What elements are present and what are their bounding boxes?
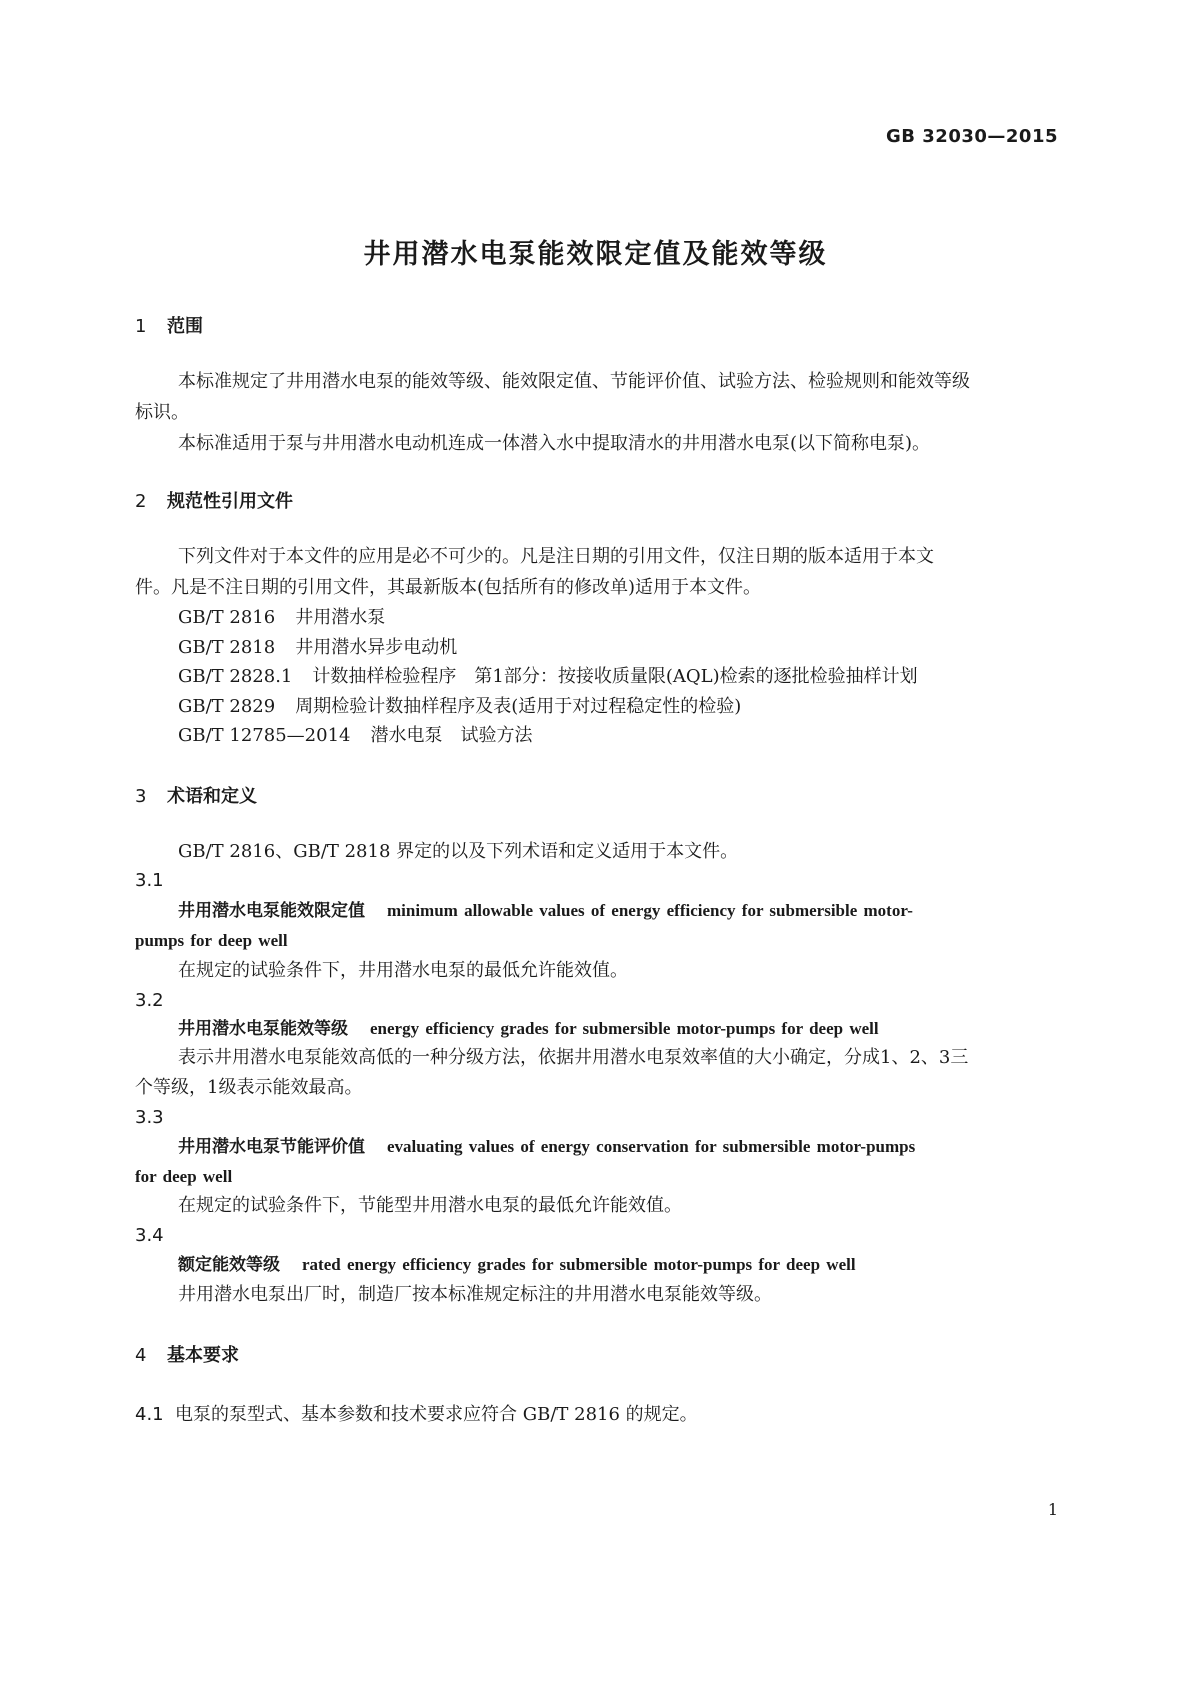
term-definition-line-2: 个等级，1级表示能效最高。 (135, 1077, 363, 1098)
section-3-heading (135, 782, 257, 808)
term-number: 3.3 (135, 1107, 164, 1128)
term-english: rated energy efficiency grades for submersible motor-pumps for deep well (302, 1255, 856, 1274)
section-1-heading (135, 312, 203, 338)
term-entry (135, 1249, 1059, 1281)
term-definition: 井用潜水电泵出厂时，制造厂按本标准规定标注的井用潜水电泵能效等级。 (178, 1284, 772, 1305)
references-intro-line-1: 下列文件对于本文件的应用是必不可少的。凡是注日期的引用文件，仅注日期的版本适用于本文 (178, 546, 934, 567)
standard-code: GB 32030—2015 (886, 126, 1058, 147)
reference-item (135, 720, 1059, 752)
term-chinese: 井用潜水电泵节能评价值 (178, 1137, 365, 1157)
page-number: 1 (1047, 1500, 1058, 1519)
term-english-line-2: for deep well (135, 1167, 233, 1186)
reference-title: 计数抽样检验程序 第1部分：按接收质量限(AQL)检索的逐批检验抽样计划 (312, 666, 918, 687)
reference-title: 井用潜水异步电动机 (295, 637, 458, 658)
reference-title: 潜水电泵 试验方法 (370, 725, 533, 746)
term-english-line-2: pumps for deep well (135, 931, 288, 950)
references-intro-line-2: 件。凡是不注日期的引用文件，其最新版本(包括所有的修改单)适用于本文件。 (135, 577, 762, 598)
section-number: 3 (135, 786, 147, 807)
section-number: 1 (135, 316, 147, 337)
section-number: 4 (135, 1345, 147, 1366)
term-definition: 在规定的试验条件下，井用潜水电泵的最低允许能效值。 (178, 960, 628, 981)
term-definition: 在规定的试验条件下，节能型井用潜水电泵的最低允许能效值。 (178, 1195, 682, 1216)
terms-intro: GB/T 2816、GB/T 2818 界定的以及下列术语和定义适用于本文件。 (178, 841, 739, 862)
reference-code: GB/T 2818 (178, 637, 276, 658)
reference-item (135, 661, 1059, 693)
reference-code: GB/T 2829 (178, 696, 276, 717)
term-entry (135, 1013, 1059, 1045)
term-chinese: 井用潜水电泵能效限定值 (178, 901, 365, 921)
reference-title: 周期检验计数抽样程序及表(适用于对过程稳定性的检验) (295, 696, 742, 717)
term-chinese: 额定能效等级 (178, 1255, 280, 1275)
term-entry (135, 895, 1059, 927)
term-english: energy efficiency grades for submersible motor-pumps for deep well (370, 1019, 879, 1038)
scope-paragraph-2: 本标准适用于泵与井用潜水电动机连成一体潜入水中提取清水的井用潜水电泵(以下简称电泵)。 (178, 433, 931, 454)
clause-4-1 (135, 1400, 698, 1426)
term-english-continued (135, 1161, 1059, 1193)
section-number: 2 (135, 491, 147, 512)
term-chinese: 井用潜水电泵能效等级 (178, 1019, 348, 1039)
term-english-continued (135, 925, 1059, 957)
reference-item (135, 602, 1059, 634)
term-definition-line-1: 表示井用潜水电泵能效高低的一种分级方法，依据井用潜水电泵效率值的大小确定，分成1、2、3三 (178, 1047, 969, 1068)
term-english: minimum allowable values of energy efficiency for submersible motor- (387, 901, 913, 920)
term-number: 3.4 (135, 1225, 164, 1246)
term-entry (135, 1131, 1059, 1163)
clause-number: 4.1 (135, 1404, 164, 1425)
reference-code: GB/T 2816 (178, 607, 276, 628)
reference-title: 井用潜水泵 (295, 607, 386, 628)
reference-item (135, 632, 1059, 664)
section-4-heading (135, 1341, 239, 1367)
section-title: 术语和定义 (167, 786, 257, 807)
scope-paragraph-1-line-1: 本标准规定了井用潜水电泵的能效等级、能效限定值、节能评价值、试验方法、检验规则和能效等级 (178, 371, 970, 392)
term-number: 3.1 (135, 870, 164, 891)
term-number: 3.2 (135, 990, 164, 1011)
scope-paragraph-1-line-2: 标识。 (135, 402, 189, 423)
document-title: 井用潜水电泵能效限定值及能效等级 (363, 239, 828, 270)
section-title: 规范性引用文件 (167, 491, 293, 512)
clause-text: 电泵的泵型式、基本参数和技术要求应符合 GB/T 2816 的规定。 (175, 1404, 698, 1425)
section-title: 范围 (167, 316, 203, 337)
reference-item (135, 691, 1059, 723)
reference-code: GB/T 12785—2014 (178, 725, 351, 746)
section-2-heading (135, 487, 293, 513)
term-english: evaluating values of energy conservation for submersible motor-pumps (387, 1137, 916, 1156)
section-title: 基本要求 (167, 1345, 239, 1366)
reference-code: GB/T 2828.1 (178, 666, 293, 687)
